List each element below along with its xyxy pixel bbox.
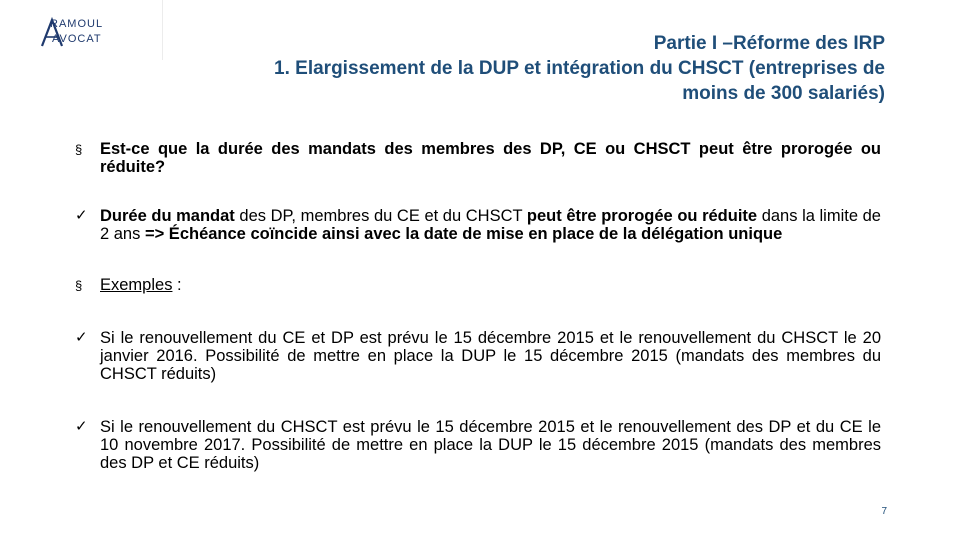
page-number: 7 bbox=[881, 506, 887, 517]
example-2-text: Si le renouvellement du CHSCT est prévu le 15 décembre 2015 et le renouvellement des DP et du CE le 10 novembre 2017. Possibilité de mettre en place la DUP le 15 décembre 2015 (mandats des membres des DP et CE réduits) bbox=[100, 418, 881, 472]
bullet-question bbox=[75, 140, 881, 176]
bullet-examples-heading bbox=[75, 276, 881, 294]
checkmark-icon: ✓ bbox=[75, 329, 88, 346]
title-line1: Partie I –Réforme des IRP bbox=[653, 33, 885, 54]
slide-body bbox=[75, 140, 881, 472]
logo-line2: AVOCAT bbox=[52, 33, 102, 45]
answer-part-3: peut être prorogée ou réduite bbox=[526, 207, 758, 225]
question-text: Est-ce que la durée des mandats des membres des DP, CE ou CHSCT peut être prorogée ou réduite? bbox=[100, 140, 881, 176]
examples-colon: : bbox=[172, 276, 182, 294]
logo-line1: RAMOUL bbox=[50, 18, 104, 30]
bullet-example-2 bbox=[75, 418, 881, 472]
slide-title bbox=[85, 31, 885, 106]
section-bullet-icon: § bbox=[75, 142, 83, 157]
answer-part-5: => Échéance coïncide ainsi avec la date de mise en place de la délégation unique bbox=[144, 225, 783, 243]
checkmark-icon: ✓ bbox=[75, 207, 88, 224]
title-line3: moins de 300 salariés) bbox=[682, 83, 885, 104]
title-line2: 1. Elargissement de la DUP et intégration du CHSCT (entreprises de bbox=[274, 58, 885, 79]
section-bullet-icon: § bbox=[75, 278, 83, 293]
checkmark-icon: ✓ bbox=[75, 418, 88, 435]
examples-label: Exemples bbox=[100, 276, 173, 294]
answer-part-2: des DP, membres du CE et du CHSCT bbox=[234, 207, 527, 225]
answer-part-4: dans la limite de 2 ans bbox=[100, 207, 881, 243]
bullet-example-1 bbox=[75, 329, 881, 383]
example-1-text: Si le renouvellement du CE et DP est prévu le 15 décembre 2015 et le renouvellement du CHSCT le 20 janvier 2016. Possibilité de mettre en place la DUP le 15 décembre 2015 (mandats des membres du CHSCT réduits) bbox=[100, 329, 881, 383]
answer-part-1: Durée du mandat bbox=[100, 207, 235, 225]
bullet-answer bbox=[75, 207, 881, 243]
